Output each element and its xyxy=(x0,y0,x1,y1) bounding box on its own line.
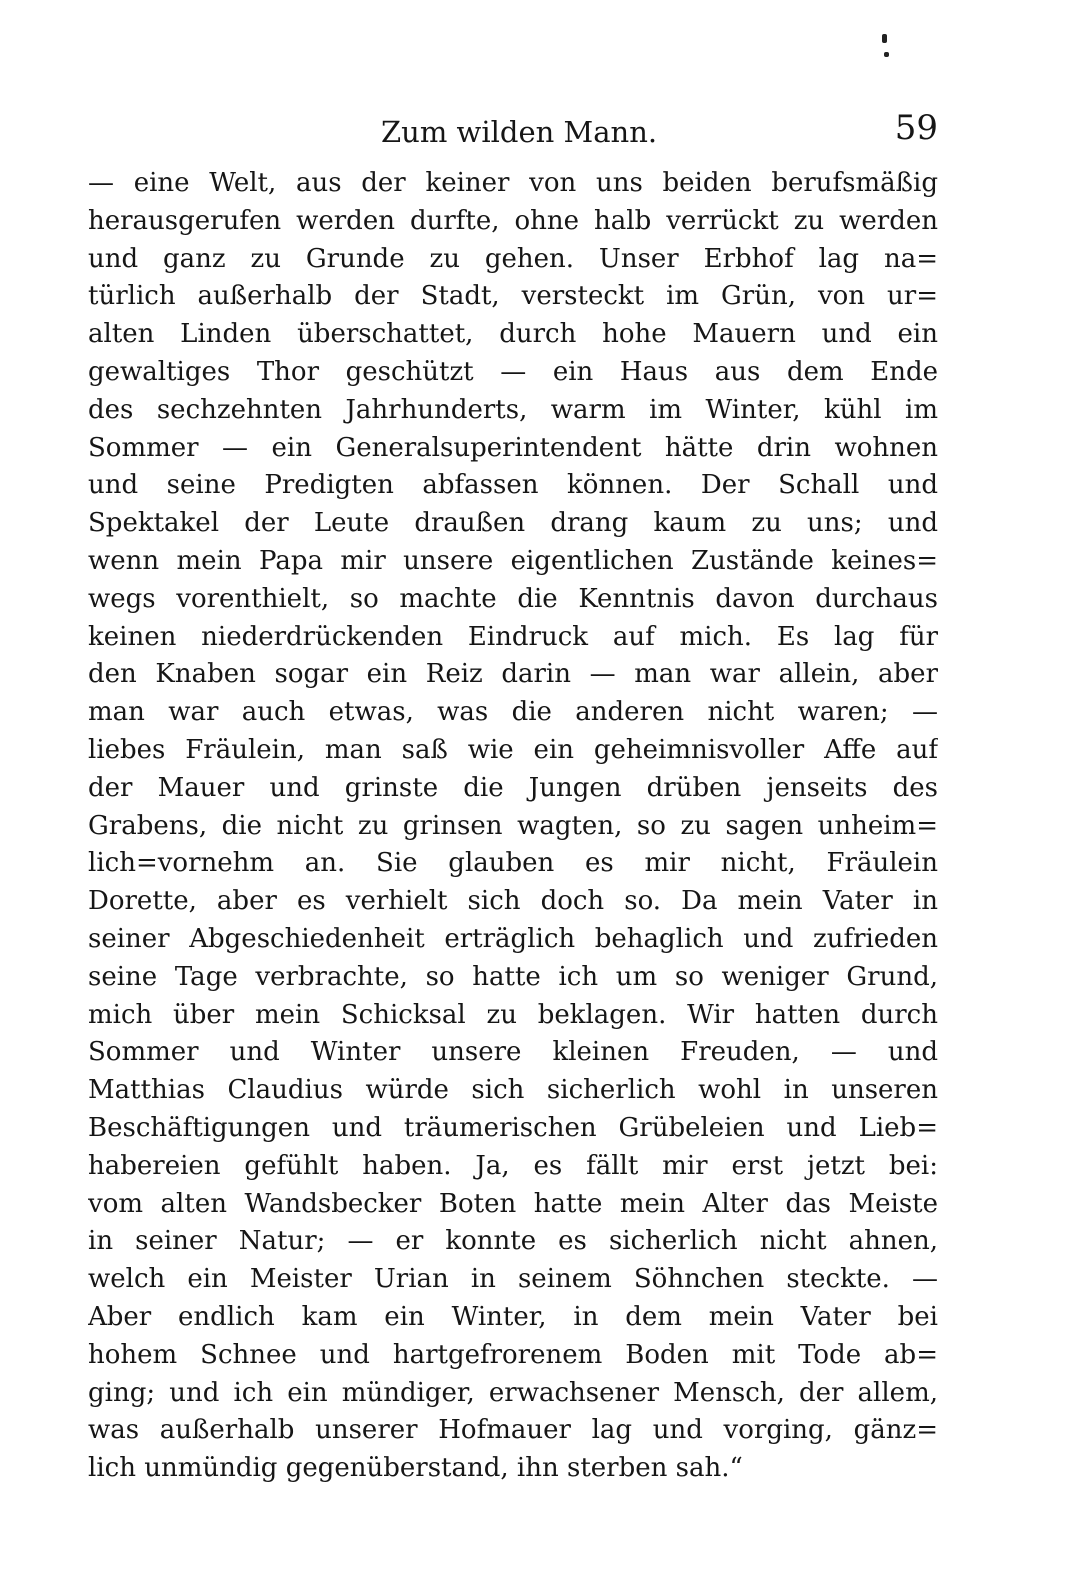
text-line: Matthias Claudius würde sich sicherlich wohl in unseren xyxy=(88,1075,938,1106)
text-line: welch ein Meister Urian in seinem Söhnchen steckte. — xyxy=(88,1264,938,1295)
text-line: in seiner Natur; — er konnte es sicherlich nicht ahnen, xyxy=(88,1226,938,1257)
text-line: lich unmündig gegenüberstand, ihn sterben sah.“ xyxy=(88,1453,743,1484)
text-line: Sommer — ein Generalsuperintendent hätte drin wohnen xyxy=(88,432,938,463)
text-line: Grabens, die nicht zu grinsen wagten, so zu sagen unheim= xyxy=(88,810,938,841)
text-line: gewaltiges Thor geschützt — ein Haus aus dem Ende xyxy=(88,356,938,387)
text-line: habereien gefühlt haben. Ja, es fällt mir erst jetzt bei: xyxy=(88,1150,938,1181)
margin-mark xyxy=(884,52,889,57)
body-text xyxy=(88,165,938,1488)
text-line: der Mauer und grinste die Jungen drüben jenseits des xyxy=(88,772,938,803)
text-line: Aber endlich kam ein Winter, in dem mein Vater bei xyxy=(88,1301,938,1332)
text-line: Sommer und Winter unsere kleinen Freuden, — und xyxy=(88,1037,938,1068)
text-line: des sechzehnten Jahrhunderts, warm im Winter, kühl im xyxy=(88,394,938,425)
text-line: mich über mein Schicksal zu beklagen. Wir hatten durch xyxy=(88,999,938,1030)
text-line: den Knaben sogar ein Reiz darin — man war allein, aber xyxy=(88,659,938,690)
text-line: man war auch etwas, was die anderen nicht waren; — xyxy=(88,697,938,728)
text-line: Beschäftigungen und träumerischen Grübeleien und Lieb= xyxy=(88,1112,938,1143)
text-line: hohem Schnee und hartgefrorenem Boden mit Tode ab= xyxy=(88,1339,938,1370)
text-line: liebes Fräulein, man saß wie ein geheimnisvoller Affe auf xyxy=(88,734,938,765)
text-line: ging; und ich ein mündiger, erwachsener Mensch, der allem, xyxy=(88,1377,938,1408)
text-line: herausgerufen werden durfte, ohne halb verrückt zu werden xyxy=(88,205,938,236)
text-line: — eine Welt, aus der keiner von uns beiden berufsmäßig xyxy=(88,168,938,198)
page-number: 59 xyxy=(894,108,938,148)
text-line: türlich außerhalb der Stadt, versteckt im Grün, von ur= xyxy=(88,281,938,312)
page-header xyxy=(88,108,938,156)
text-line: Dorette, aber es verhielt sich doch so. Da mein Vater in xyxy=(88,886,938,917)
text-line: Spektakel der Leute draußen drang kaum zu uns; und xyxy=(88,508,938,539)
text-line: was außerhalb unserer Hofmauer lag und vorging, gänz= xyxy=(88,1415,938,1446)
text-line: lich=vornehm an. Sie glauben es mir nicht, Fräulein xyxy=(88,848,938,879)
text-line: seiner Abgeschiedenheit erträglich behaglich und zufrieden xyxy=(88,923,938,954)
text-line: alten Linden überschattet, durch hohe Mauern und ein xyxy=(88,319,938,350)
text-line: und seine Predigten abfassen können. Der Schall und xyxy=(88,470,938,501)
margin-mark xyxy=(882,34,887,43)
text-line: seine Tage verbrachte, so hatte ich um so weniger Grund, xyxy=(88,961,938,992)
running-title: Zum wilden Mann. xyxy=(381,115,658,149)
text-line: keinen niederdrückenden Eindruck auf mich. Es lag für xyxy=(88,621,938,652)
text-line: wenn mein Papa mir unsere eigentlichen Zustände keines= xyxy=(88,545,938,576)
text-line: vom alten Wandsbecker Boten hatte mein Alter das Meiste xyxy=(88,1188,938,1219)
text-line: und ganz zu Grunde zu gehen. Unser Erbhof lag na= xyxy=(88,243,938,274)
text-line: wegs vorenthielt, so machte die Kenntnis davon durchaus xyxy=(88,583,938,614)
